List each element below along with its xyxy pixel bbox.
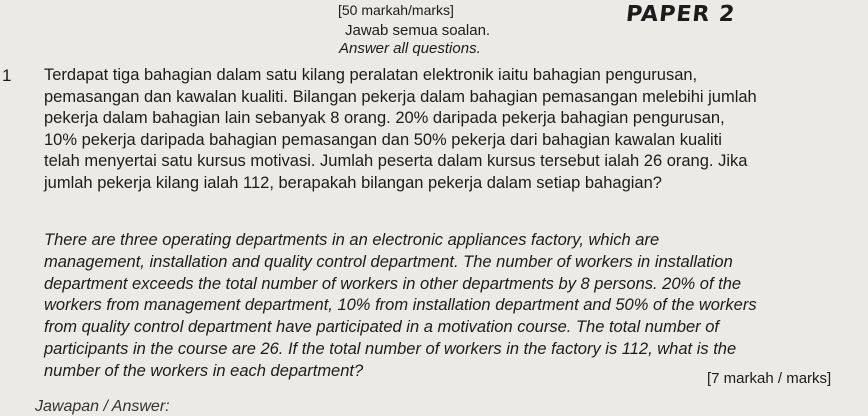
question-text-malay <box>44 65 866 194</box>
question-line: pekerja dalam bahagian lain sebanyak 8 orang. 20% daripada pekerja bahagian pengurusan, <box>44 109 725 127</box>
instruction-english: Answer all questions. <box>339 40 481 57</box>
question-marks-label: [7 markah / marks] <box>707 370 832 387</box>
total-marks-label: [50 markah/marks] <box>338 2 454 18</box>
question-line: number of the workers in each department? <box>44 361 364 380</box>
question-line: 10% pekerja daripada bahagian pemasangan dan 50% pekerja dari bahagian kawalan kualiti <box>44 130 722 149</box>
question-line: workers from management department, 10% from installation department and 50% of the workers <box>44 296 757 315</box>
question-line: Terdapat tiga bahagian dalam satu kilang peralatan elektronik iaitu bahagian pengurusan, <box>44 66 698 84</box>
question-line: There are three operating departments in an electronic appliances factory, which are <box>44 231 660 249</box>
question-line: department exceeds the total number of workers in other departments by 8 persons. 20% of the <box>44 274 742 293</box>
question-line: from quality control department have participated in a motivation course. The total number of <box>44 318 720 337</box>
handwritten-paper-note: PAPER 2 <box>624 2 737 27</box>
question-text-english <box>44 230 866 383</box>
question-line: pemasangan dan kawalan kualiti. Bilangan pekerja dalam bahagian pemasangan melebihi jumlah <box>44 87 757 106</box>
instruction-malay: Jawab semua soalan. <box>345 22 491 39</box>
question-line: participants in the course are 26. If the total number of workers in the factory is 112, what is the <box>44 339 737 358</box>
answer-label: Jawapan / Answer: <box>35 398 170 415</box>
question-line: management, installation and quality control department. The number of workers in installation <box>44 252 733 271</box>
question-number: 1 <box>2 66 12 85</box>
question-line: telah menyertai satu kursus motivasi. Jumlah peserta dalam kursus tersebut ialah 26 orang. Jika <box>44 152 748 170</box>
question-line: jumlah pekerja kilang ialah 112, berapakah bilangan pekerja dalam setiap bahagian? <box>44 173 662 192</box>
